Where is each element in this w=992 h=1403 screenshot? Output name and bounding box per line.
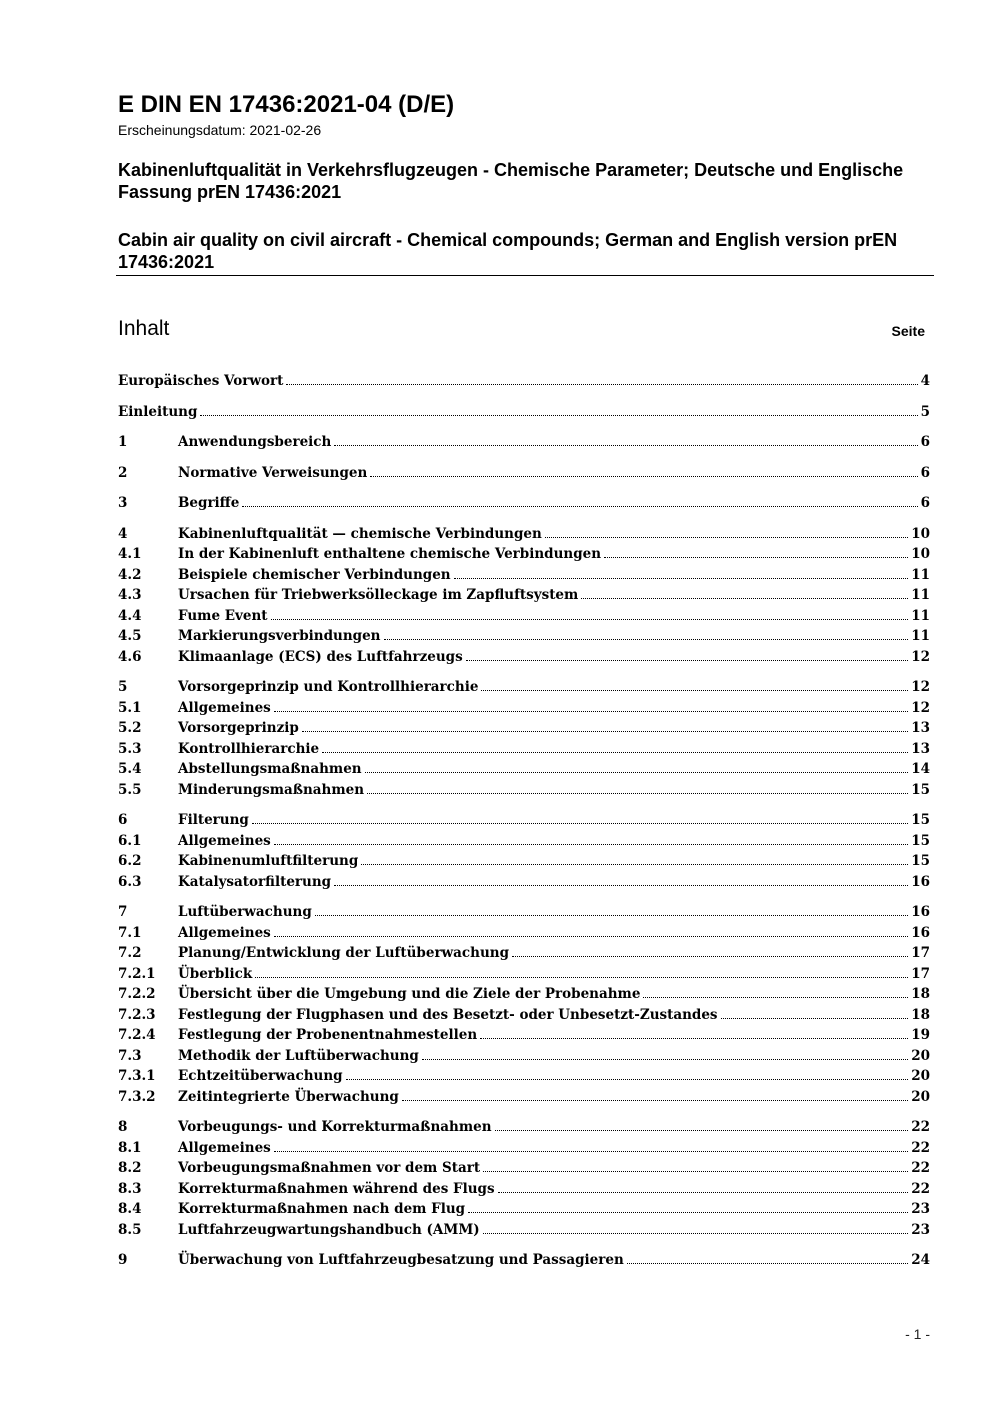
toc-entry-number: 6.2 [118, 853, 142, 869]
toc-entry[interactable] [118, 401, 930, 422]
toc-dot-leader [274, 1137, 908, 1152]
toc-entry-number: 1 [118, 434, 128, 450]
toc-entry-page: 11 [911, 566, 930, 583]
toc-entry-title: Allgemeines [178, 832, 271, 849]
toc-entry-number: 8 [118, 1119, 128, 1135]
toc-entry[interactable] [118, 758, 930, 779]
toc-entry-page: 5 [920, 403, 930, 420]
toc-entry-number: 5.4 [118, 761, 142, 777]
toc-entry-number: 4.6 [118, 648, 142, 665]
toc-entry-number: 7.2.1 [118, 965, 156, 982]
toc-entry[interactable] [118, 830, 930, 851]
toc-entry-title: Vorsorgeprinzip und Kontrollhierarchie [178, 679, 479, 695]
toc-entry[interactable] [118, 1086, 930, 1107]
toc-entry[interactable] [118, 1249, 930, 1270]
toc-entry-title: Fume Event [178, 607, 268, 624]
toc-entry-number: 5.1 [118, 699, 142, 716]
toc-dot-leader [346, 1065, 909, 1080]
toc-entry[interactable] [118, 1157, 930, 1178]
toc-entry-number: 8.3 [118, 1180, 142, 1197]
toc-entry-title: Begriffe [178, 495, 240, 511]
footer-page-number: - 1 - [905, 1326, 930, 1342]
toc-entry-page: 16 [911, 924, 930, 941]
toc-entry[interactable] [118, 871, 930, 892]
toc-entry-title: Methodik der Luftüberwachung [178, 1047, 419, 1064]
toc-entry-title: Einleitung [118, 403, 198, 420]
toc-entry-page: 15 [911, 853, 930, 869]
toc-entry[interactable] [118, 1065, 930, 1086]
toc-entry[interactable] [118, 983, 930, 1004]
toc-entry[interactable] [118, 901, 930, 922]
toc-entry-title: Vorbeugungsmaßnahmen vor dem Start [178, 1160, 481, 1176]
toc-page-label: Seite [891, 323, 925, 339]
toc-entry-page: 16 [911, 904, 930, 920]
toc-entry-title: Anwendungsbereich [178, 434, 332, 450]
toc-dot-leader [512, 942, 908, 957]
toc-entry-title: Katalysatorfilterung [178, 873, 332, 890]
toc-entry-title: In der Kabinenluft enthaltene chemische Verbindungen [178, 546, 602, 562]
toc-entry-page: 18 [911, 986, 930, 1002]
toc-entry-number: 7.2.2 [118, 986, 156, 1002]
toc-dot-leader [200, 401, 917, 416]
toc-dot-leader [454, 564, 909, 579]
toc-entry-page: 6 [920, 464, 930, 481]
toc-dot-leader [322, 738, 908, 753]
toc-entry-page: 13 [911, 740, 930, 757]
toc-entry-number: 7.3.1 [118, 1068, 156, 1084]
toc-entry-page: 22 [911, 1180, 930, 1197]
toc-entry[interactable] [118, 850, 930, 871]
toc-entry-number: 8.5 [118, 1221, 142, 1238]
toc-entry-page: 6 [920, 434, 930, 450]
toc-entry-title: Kabinenluftqualität — chemische Verbindungen [178, 525, 542, 542]
toc-entry-page: 22 [911, 1139, 930, 1156]
toc-dot-leader [370, 462, 917, 477]
toc-entry-title: Abstellungsmaßnahmen [178, 761, 362, 777]
toc-entry-title: Korrekturmaßnahmen nach dem Flug [178, 1201, 466, 1217]
toc-entry-title: Vorsorgeprinzip [178, 720, 299, 736]
toc-entry-page: 15 [911, 812, 930, 828]
toc-dot-leader [495, 1116, 909, 1131]
toc-entry-title: Übersicht über die Umgebung und die Ziele der Probenahme [178, 986, 641, 1002]
toc-dot-leader [483, 1157, 908, 1172]
toc-entry-number: 7.2 [118, 945, 142, 961]
toc-entry[interactable] [118, 584, 930, 605]
toc-entry-title: Markierungsverbindungen [178, 628, 381, 644]
toc-entry-number: 3 [118, 495, 128, 511]
toc-entry[interactable] [118, 492, 930, 513]
toc-entry-page: 11 [911, 628, 930, 644]
toc-dot-leader [274, 697, 908, 712]
toc-entry-page: 20 [911, 1068, 930, 1084]
toc-dot-leader [252, 809, 908, 824]
toc-entry-title: Europäisches Vorwort [118, 373, 284, 389]
toc-entry-page: 6 [920, 495, 930, 511]
toc-entry[interactable] [118, 942, 930, 963]
toc-dot-leader [302, 717, 908, 732]
toc-entry-title: Kabinenumluftfilterung [178, 853, 359, 869]
toc-entry-title: Allgemeines [178, 924, 271, 941]
toc-entry-page: 11 [911, 587, 930, 603]
toc-entry[interactable] [118, 523, 930, 544]
toc-dot-leader [498, 1178, 909, 1193]
toc-entry-number: 9 [118, 1252, 128, 1268]
toc-entry[interactable] [118, 738, 930, 759]
toc-entry-page: 16 [911, 873, 930, 890]
toc-dot-leader [402, 1086, 908, 1101]
toc-dot-leader [483, 1219, 909, 1234]
toc-entry[interactable] [118, 963, 930, 984]
toc-entry-page: 17 [911, 965, 930, 982]
toc-entry-page: 15 [911, 781, 930, 798]
toc-entry-title: Überwachung von Luftfahrzeugbesatzung und Passagieren [178, 1252, 624, 1268]
toc-entry-number: 8.4 [118, 1201, 142, 1217]
toc-dot-leader [286, 370, 917, 385]
publication-date: Erscheinungsdatum: 2021-02-26 [118, 122, 322, 138]
toc-dot-leader [422, 1045, 908, 1060]
toc-entry[interactable] [118, 370, 930, 391]
toc-dot-leader [334, 431, 917, 446]
toc-dot-leader [242, 492, 917, 507]
toc-dot-leader [271, 605, 909, 620]
toc-entry-page: 20 [911, 1088, 930, 1105]
toc-entry-title: Luftfahrzeugwartungshandbuch (AMM) [178, 1221, 480, 1238]
toc-dot-leader [274, 830, 908, 845]
toc-entry-title: Vorbeugungs- und Korrekturmaßnahmen [178, 1119, 492, 1135]
toc-entry[interactable] [118, 431, 930, 452]
toc-entry-title: Festlegung der Flugphasen und des Besetzt- oder Unbesetzt-Zustandes [178, 1006, 718, 1023]
toc-entry[interactable] [118, 564, 930, 585]
toc-entry-number: 5.2 [118, 720, 142, 736]
toc-entry-page: 22 [911, 1119, 930, 1135]
toc-entry-number: 7.2.3 [118, 1006, 156, 1023]
toc-entry-page: 12 [911, 648, 930, 665]
toc-dot-leader [480, 1024, 908, 1039]
toc-entry-title: Festlegung der Probenentnahmestellen [178, 1027, 478, 1043]
toc-entry-page: 14 [911, 761, 930, 777]
toc-entry-title: Filterung [178, 812, 249, 828]
toc-entry-title: Klimaanlage (ECS) des Luftfahrzeugs [178, 648, 463, 665]
document-id: E DIN EN 17436:2021-04 (D/E) [118, 91, 455, 118]
toc-entry-number: 6.3 [118, 873, 142, 890]
toc-entry-number: 7.3.2 [118, 1088, 156, 1105]
toc-entry[interactable] [118, 697, 930, 718]
toc-entry[interactable] [118, 1024, 930, 1045]
toc-entry-number: 4.5 [118, 628, 142, 644]
toc-entry-title: Allgemeines [178, 699, 271, 716]
toc-entry[interactable] [118, 1137, 930, 1158]
toc-entry-page: 22 [911, 1160, 930, 1176]
toc-entry-number: 7.1 [118, 924, 142, 941]
toc-entry[interactable] [118, 676, 930, 697]
toc-entry-title: Ursachen für Triebwerksölleckage im Zapfluftsystem [178, 587, 579, 603]
toc-entry[interactable] [118, 1045, 930, 1066]
toc-entry-number: 5 [118, 679, 128, 695]
toc-entry-title: Luftüberwachung [178, 904, 312, 920]
toc-dot-leader [365, 758, 909, 773]
toc-entry-number: 4.2 [118, 566, 142, 583]
toc-entry-page: 12 [911, 679, 930, 695]
title-german: Kabinenluftqualität in Verkehrsflugzeugen - Chemische Parameter; Deutsche und Englische Fassung prEN 17436:2021 [118, 160, 904, 202]
toc-entry-title: Zeitintegrierte Überwachung [178, 1088, 399, 1105]
toc-entry-number: 7.3 [118, 1047, 142, 1064]
toc-entry-page: 12 [911, 699, 930, 716]
title-english: Cabin air quality on civil aircraft - Chemical compounds; German and English version prEN 17436:2021 [118, 230, 898, 272]
toc-entry-number: 5.3 [118, 740, 142, 757]
toc-entry-title: Kontrollhierarchie [178, 740, 320, 757]
toc-entry-number: 4 [118, 525, 128, 542]
toc-dot-leader [367, 779, 908, 794]
toc-entry-title: Korrekturmaßnahmen während des Flugs [178, 1180, 495, 1197]
toc-entry-page: 23 [911, 1201, 930, 1217]
toc-heading: Inhalt [118, 317, 170, 340]
toc-entry-page: 20 [911, 1047, 930, 1064]
toc-entry[interactable] [118, 1004, 930, 1025]
toc-entry-title: Beispiele chemischer Verbindungen [178, 566, 451, 583]
toc-entry-page: 15 [911, 832, 930, 849]
toc-entry[interactable] [118, 717, 930, 738]
toc-entry-number: 6 [118, 812, 128, 828]
toc-dot-leader [274, 922, 908, 937]
toc-entry[interactable] [118, 1116, 930, 1137]
toc-entry-page: 18 [911, 1006, 930, 1023]
toc-entry-page: 10 [911, 546, 930, 562]
header-rule [116, 275, 934, 276]
toc-dot-leader [581, 584, 908, 599]
toc-entry-title: Normative Verweisungen [178, 464, 368, 481]
toc-entry-title: Allgemeines [178, 1139, 271, 1156]
toc-entry[interactable] [118, 1219, 930, 1240]
toc-entry[interactable] [118, 605, 930, 626]
toc-dot-leader [721, 1004, 909, 1019]
toc-dot-leader [604, 543, 908, 558]
toc-entry-page: 23 [911, 1221, 930, 1238]
toc-entry[interactable] [118, 1198, 930, 1219]
toc-entry-page: 24 [911, 1252, 930, 1268]
toc-entry-number: 2 [118, 464, 128, 481]
toc-entry-title: Planung/Entwicklung der Luftüberwachung [178, 945, 510, 961]
toc-dot-leader [468, 1198, 908, 1213]
toc-dot-leader [361, 850, 908, 865]
toc-dot-leader [643, 983, 908, 998]
toc-entry[interactable] [118, 809, 930, 830]
toc-entry-page: 11 [911, 607, 930, 624]
toc-entry-number: 7.2.4 [118, 1027, 156, 1043]
toc-entry-number: 8.2 [118, 1160, 142, 1176]
toc-entry-page: 4 [920, 373, 930, 389]
toc-entry[interactable] [118, 779, 930, 800]
toc-entry-page: 19 [911, 1027, 930, 1043]
toc-dot-leader [466, 646, 908, 661]
toc-entry-page: 10 [911, 525, 930, 542]
toc-entry[interactable] [118, 1178, 930, 1199]
toc-dot-leader [255, 963, 908, 978]
toc-entry-number: 8.1 [118, 1139, 142, 1156]
toc-entry-title: Minderungsmaßnahmen [178, 781, 365, 798]
toc-dot-leader [315, 901, 908, 916]
toc-entry-number: 5.5 [118, 781, 142, 798]
toc-entry-page: 17 [911, 945, 930, 961]
toc-entry[interactable] [118, 922, 930, 943]
toc-dot-leader [384, 625, 909, 640]
toc-entry[interactable] [118, 646, 930, 667]
toc-entry[interactable] [118, 625, 930, 646]
toc-dot-leader [481, 676, 908, 691]
toc-entry-number: 4.4 [118, 607, 142, 624]
toc-dot-leader [334, 871, 908, 886]
toc-entry-number: 7 [118, 904, 128, 920]
toc-entry-title: Echtzeitüberwachung [178, 1068, 343, 1084]
toc-entry-title: Überblick [178, 965, 253, 982]
toc-dot-leader [545, 523, 908, 538]
toc-entry-number: 6.1 [118, 832, 142, 849]
toc-entry-page: 13 [911, 720, 930, 736]
toc-entry-number: 4.1 [118, 546, 142, 562]
toc-dot-leader [627, 1249, 908, 1264]
toc-entry[interactable] [118, 462, 930, 483]
toc-entry[interactable] [118, 543, 930, 564]
table-of-contents [118, 370, 930, 1270]
toc-entry-number: 4.3 [118, 587, 142, 603]
